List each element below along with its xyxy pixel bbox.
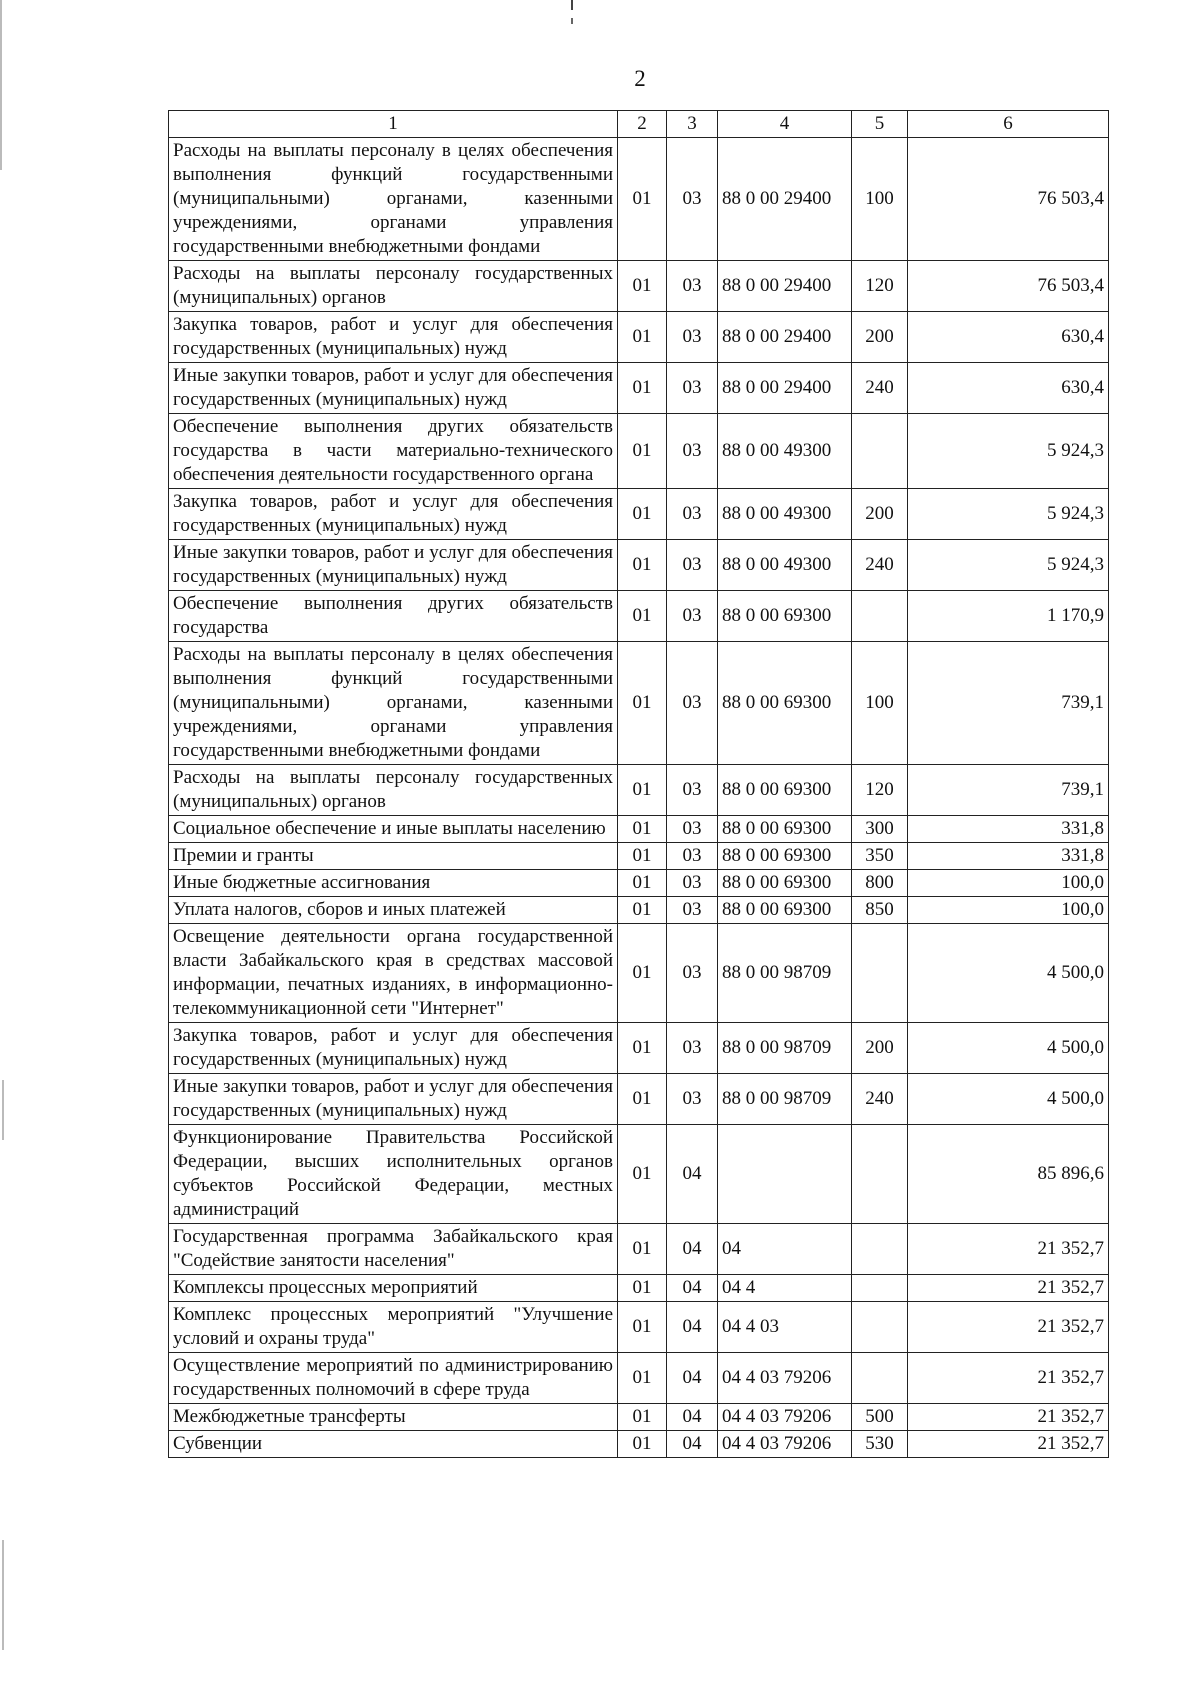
row-subsection: 04 (667, 1125, 718, 1224)
row-amount: 331,8 (908, 843, 1109, 870)
row-name: Закупка товаров, работ и услуг для обеспечения государственных (муниципальных) нужд (169, 489, 618, 540)
row-amount: 21 352,7 (908, 1302, 1109, 1353)
row-expense-type: 500 (852, 1404, 908, 1431)
row-subsection: 03 (667, 414, 718, 489)
row-amount: 21 352,7 (908, 1275, 1109, 1302)
row-expense-type (852, 414, 908, 489)
row-subsection: 03 (667, 924, 718, 1023)
row-expense-type: 530 (852, 1431, 908, 1458)
header-col-6: 6 (908, 111, 1109, 138)
table-row (169, 816, 1109, 843)
row-expense-type: 120 (852, 261, 908, 312)
scan-mark (571, 0, 573, 10)
row-target-article: 04 4 03 (718, 1302, 852, 1353)
scan-edge (2, 1080, 4, 1140)
row-name: Межбюджетные трансферты (169, 1404, 618, 1431)
row-amount: 100,0 (908, 897, 1109, 924)
scan-mark (571, 18, 573, 24)
row-name: Расходы на выплаты персоналу государственных (муниципальных) органов (169, 261, 618, 312)
row-amount: 21 352,7 (908, 1224, 1109, 1275)
row-name: Расходы на выплаты персоналу в целях обеспечения выполнения функций государственными (муниципальными) органами, казенными учреждениями, органами управления государственными внебюджетными фондами (169, 138, 618, 261)
row-subsection: 03 (667, 540, 718, 591)
table-row (169, 138, 1109, 261)
row-target-article: 04 4 03 79206 (718, 1431, 852, 1458)
row-amount: 85 896,6 (908, 1125, 1109, 1224)
header-col-3: 3 (667, 111, 718, 138)
row-amount: 21 352,7 (908, 1431, 1109, 1458)
header-col-2: 2 (618, 111, 667, 138)
row-section: 01 (618, 540, 667, 591)
row-amount: 5 924,3 (908, 489, 1109, 540)
table-row (169, 1074, 1109, 1125)
row-name: Закупка товаров, работ и услуг для обеспечения государственных (муниципальных) нужд (169, 312, 618, 363)
row-section: 01 (618, 1431, 667, 1458)
row-target-article: 88 0 00 49300 (718, 540, 852, 591)
row-target-article: 88 0 00 69300 (718, 897, 852, 924)
table-row (169, 642, 1109, 765)
table-row (169, 765, 1109, 816)
table-body (169, 138, 1109, 1458)
row-section: 01 (618, 897, 667, 924)
row-target-article (718, 1125, 852, 1224)
table-row (169, 1275, 1109, 1302)
row-section: 01 (618, 1125, 667, 1224)
row-target-article: 88 0 00 69300 (718, 870, 852, 897)
row-section: 01 (618, 924, 667, 1023)
row-amount: 739,1 (908, 642, 1109, 765)
row-name: Закупка товаров, работ и услуг для обеспечения государственных (муниципальных) нужд (169, 1023, 618, 1074)
row-expense-type (852, 1125, 908, 1224)
table-row (169, 897, 1109, 924)
row-target-article: 88 0 00 98709 (718, 1023, 852, 1074)
row-target-article: 88 0 00 49300 (718, 414, 852, 489)
table-row (169, 414, 1109, 489)
table-row (169, 591, 1109, 642)
row-subsection: 04 (667, 1353, 718, 1404)
row-target-article: 04 4 03 79206 (718, 1404, 852, 1431)
row-subsection: 03 (667, 843, 718, 870)
row-amount: 4 500,0 (908, 1074, 1109, 1125)
row-expense-type: 240 (852, 540, 908, 591)
row-name: Функционирование Правительства Российской Федерации, высших исполнительных органов субъектов Российской Федерации, местных администраций (169, 1125, 618, 1224)
row-subsection: 03 (667, 261, 718, 312)
row-amount: 4 500,0 (908, 924, 1109, 1023)
row-section: 01 (618, 591, 667, 642)
row-section: 01 (618, 489, 667, 540)
row-amount: 630,4 (908, 363, 1109, 414)
row-subsection: 03 (667, 816, 718, 843)
row-name: Освещение деятельности органа государственной власти Забайкальского края в средствах массовой информации, печатных изданиях, в информационно-телекоммуникационной сети "Интернет" (169, 924, 618, 1023)
row-target-article: 88 0 00 49300 (718, 489, 852, 540)
row-expense-type (852, 1302, 908, 1353)
row-target-article: 88 0 00 29400 (718, 312, 852, 363)
row-name: Иные закупки товаров, работ и услуг для обеспечения государственных (муниципальных) нужд (169, 540, 618, 591)
row-subsection: 03 (667, 312, 718, 363)
row-expense-type: 100 (852, 642, 908, 765)
row-expense-type: 850 (852, 897, 908, 924)
row-target-article: 88 0 00 98709 (718, 924, 852, 1023)
row-subsection: 03 (667, 765, 718, 816)
row-expense-type (852, 1353, 908, 1404)
row-amount: 100,0 (908, 870, 1109, 897)
row-target-article: 88 0 00 69300 (718, 843, 852, 870)
row-subsection: 04 (667, 1224, 718, 1275)
row-expense-type (852, 1275, 908, 1302)
page-number: 2 (634, 66, 646, 91)
row-name: Комплексы процессных мероприятий (169, 1275, 618, 1302)
row-expense-type: 100 (852, 138, 908, 261)
row-expense-type (852, 591, 908, 642)
row-subsection: 04 (667, 1302, 718, 1353)
table-row (169, 1431, 1109, 1458)
row-amount: 21 352,7 (908, 1353, 1109, 1404)
row-name: Иные закупки товаров, работ и услуг для обеспечения государственных (муниципальных) нужд (169, 363, 618, 414)
row-subsection: 04 (667, 1431, 718, 1458)
row-section: 01 (618, 1023, 667, 1074)
table-row (169, 843, 1109, 870)
row-target-article: 88 0 00 69300 (718, 642, 852, 765)
header-col-1: 1 (169, 111, 618, 138)
table-row (169, 540, 1109, 591)
row-subsection: 03 (667, 138, 718, 261)
row-name: Иные закупки товаров, работ и услуг для обеспечения государственных (муниципальных) нужд (169, 1074, 618, 1125)
row-name: Социальное обеспечение и иные выплаты населению (169, 816, 618, 843)
row-section: 01 (618, 261, 667, 312)
row-amount: 76 503,4 (908, 261, 1109, 312)
row-subsection: 03 (667, 897, 718, 924)
row-target-article: 88 0 00 29400 (718, 138, 852, 261)
row-amount: 4 500,0 (908, 1023, 1109, 1074)
row-amount: 739,1 (908, 765, 1109, 816)
row-expense-type: 800 (852, 870, 908, 897)
row-expense-type: 200 (852, 1023, 908, 1074)
table-row (169, 1353, 1109, 1404)
row-target-article: 04 4 03 79206 (718, 1353, 852, 1404)
row-section: 01 (618, 1224, 667, 1275)
row-section: 01 (618, 414, 667, 489)
row-target-article: 88 0 00 29400 (718, 261, 852, 312)
row-expense-type: 350 (852, 843, 908, 870)
row-name: Расходы на выплаты персоналу государственных (муниципальных) органов (169, 765, 618, 816)
table-row (169, 924, 1109, 1023)
row-name: Субвенции (169, 1431, 618, 1458)
row-amount: 1 170,9 (908, 591, 1109, 642)
row-name: Комплекс процессных мероприятий "Улучшение условий и охраны труда" (169, 1302, 618, 1353)
row-amount: 5 924,3 (908, 414, 1109, 489)
row-section: 01 (618, 1404, 667, 1431)
row-section: 01 (618, 642, 667, 765)
row-subsection: 03 (667, 870, 718, 897)
table-row (169, 1125, 1109, 1224)
row-target-article: 88 0 00 29400 (718, 363, 852, 414)
row-section: 01 (618, 816, 667, 843)
row-section: 01 (618, 765, 667, 816)
row-name: Расходы на выплаты персоналу в целях обеспечения выполнения функций государственными (муниципальными) органами, казенными учреждениями, органами управления государственными внебюджетными фондами (169, 642, 618, 765)
row-expense-type: 120 (852, 765, 908, 816)
row-name: Обеспечение выполнения других обязательств государства (169, 591, 618, 642)
row-name: Государственная программа Забайкальского края "Содействие занятости населения" (169, 1224, 618, 1275)
row-target-article: 88 0 00 98709 (718, 1074, 852, 1125)
row-section: 01 (618, 363, 667, 414)
row-expense-type: 240 (852, 363, 908, 414)
table-row (169, 870, 1109, 897)
row-section: 01 (618, 843, 667, 870)
row-subsection: 03 (667, 642, 718, 765)
row-section: 01 (618, 138, 667, 261)
table-row (169, 1023, 1109, 1074)
table-row (169, 312, 1109, 363)
row-target-article: 88 0 00 69300 (718, 816, 852, 843)
row-subsection: 03 (667, 489, 718, 540)
row-amount: 21 352,7 (908, 1404, 1109, 1431)
row-name: Иные бюджетные ассигнования (169, 870, 618, 897)
row-name: Обеспечение выполнения других обязательств государства в части материально-технического обеспечения деятельности государственного органа (169, 414, 618, 489)
row-amount: 5 924,3 (908, 540, 1109, 591)
table-row (169, 1302, 1109, 1353)
row-expense-type (852, 924, 908, 1023)
header-row (169, 111, 1109, 138)
table-row (169, 1224, 1109, 1275)
row-expense-type: 240 (852, 1074, 908, 1125)
header-col-4: 4 (718, 111, 852, 138)
row-section: 01 (618, 1302, 667, 1353)
row-section: 01 (618, 1074, 667, 1125)
row-subsection: 03 (667, 591, 718, 642)
row-amount: 76 503,4 (908, 138, 1109, 261)
row-amount: 331,8 (908, 816, 1109, 843)
row-section: 01 (618, 870, 667, 897)
table-row (169, 1404, 1109, 1431)
header-col-5: 5 (852, 111, 908, 138)
row-subsection: 03 (667, 1074, 718, 1125)
row-target-article: 88 0 00 69300 (718, 765, 852, 816)
scan-edge (2, 1540, 4, 1650)
row-subsection: 04 (667, 1275, 718, 1302)
row-amount: 630,4 (908, 312, 1109, 363)
row-name: Уплата налогов, сборов и иных платежей (169, 897, 618, 924)
row-section: 01 (618, 312, 667, 363)
table-row (169, 489, 1109, 540)
budget-table (168, 110, 1109, 1458)
row-subsection: 03 (667, 363, 718, 414)
table-row (169, 261, 1109, 312)
row-target-article: 04 4 (718, 1275, 852, 1302)
row-expense-type (852, 1224, 908, 1275)
row-subsection: 03 (667, 1023, 718, 1074)
row-target-article: 04 (718, 1224, 852, 1275)
row-section: 01 (618, 1275, 667, 1302)
row-target-article: 88 0 00 69300 (718, 591, 852, 642)
table-row (169, 363, 1109, 414)
row-section: 01 (618, 1353, 667, 1404)
row-name: Осуществление мероприятий по администрированию государственных полномочий в сфере труда (169, 1353, 618, 1404)
row-expense-type: 300 (852, 816, 908, 843)
row-name: Премии и гранты (169, 843, 618, 870)
row-expense-type: 200 (852, 489, 908, 540)
row-subsection: 04 (667, 1404, 718, 1431)
row-expense-type: 200 (852, 312, 908, 363)
